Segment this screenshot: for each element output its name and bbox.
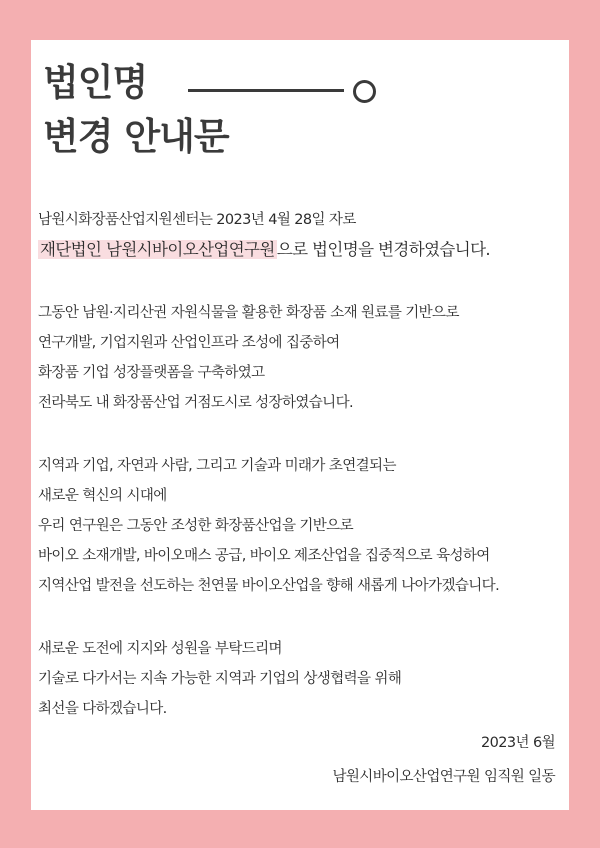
paragraph2-line: 화장품 기업 성장플랫폼을 구축하였고 (38, 365, 265, 381)
signature-date: 2023년 6월 (481, 735, 555, 751)
paragraph3-line: 새로운 혁신의 시대에 (38, 488, 167, 504)
paragraph3-line: 지역산업 발전을 선도하는 천연물 바이오산업을 향해 새롭게 나아가겠습니다. (38, 578, 500, 594)
paragraph1-line2-rest: 으로 법인명을 변경하였습니다. (276, 240, 491, 259)
paragraph3-line: 바이오 소재개발, 바이오매스 공급, 바이오 제조산업을 집중적으로 육성하여 (38, 548, 490, 564)
decorative-line (188, 89, 344, 92)
notice-card (31, 40, 569, 810)
highlighted-org-name: 재단법인 남원시바이오산업연구원 (40, 240, 275, 259)
notice-title (43, 56, 229, 164)
signature-org: 남원시바이오산업연구원 임직원 일동 (332, 769, 555, 785)
paragraph2-line: 연구개발, 기업지원과 산업인프라 조성에 집중하여 (38, 335, 340, 351)
paragraph2-line: 전라북도 내 화장품산업 거점도시로 성장하였습니다. (38, 395, 353, 411)
title-line-2: 변경 안내문 (43, 115, 229, 158)
notice-body (38, 205, 563, 724)
paragraph1-line2 (38, 235, 563, 265)
paragraph3-line: 지역과 기업, 자연과 사람, 그리고 기술과 미래가 초연결되는 (38, 458, 396, 474)
signature-block (332, 726, 555, 794)
title-line-1: 법인명 (43, 61, 148, 104)
paragraph4-line: 최선을 다하겠습니다. (38, 701, 167, 717)
paragraph2-line: 그동안 남원·지리산권 자원식물을 활용한 화장품 소재 원료를 기반으로 (38, 305, 459, 321)
paragraph4-line: 기술로 다가서는 지속 가능한 지역과 기업의 상생협력을 위해 (38, 671, 402, 687)
paragraph3-line: 우리 연구원은 그동안 조성한 화장품산업을 기반으로 (38, 518, 353, 534)
decorative-circle-icon (353, 80, 376, 103)
paragraph4-line: 새로운 도전에 지지와 성원을 부탁드리며 (38, 641, 282, 657)
paragraph1-line1: 남원시화장품산업지원센터는 2023년 4월 28일 자로 (38, 212, 356, 228)
